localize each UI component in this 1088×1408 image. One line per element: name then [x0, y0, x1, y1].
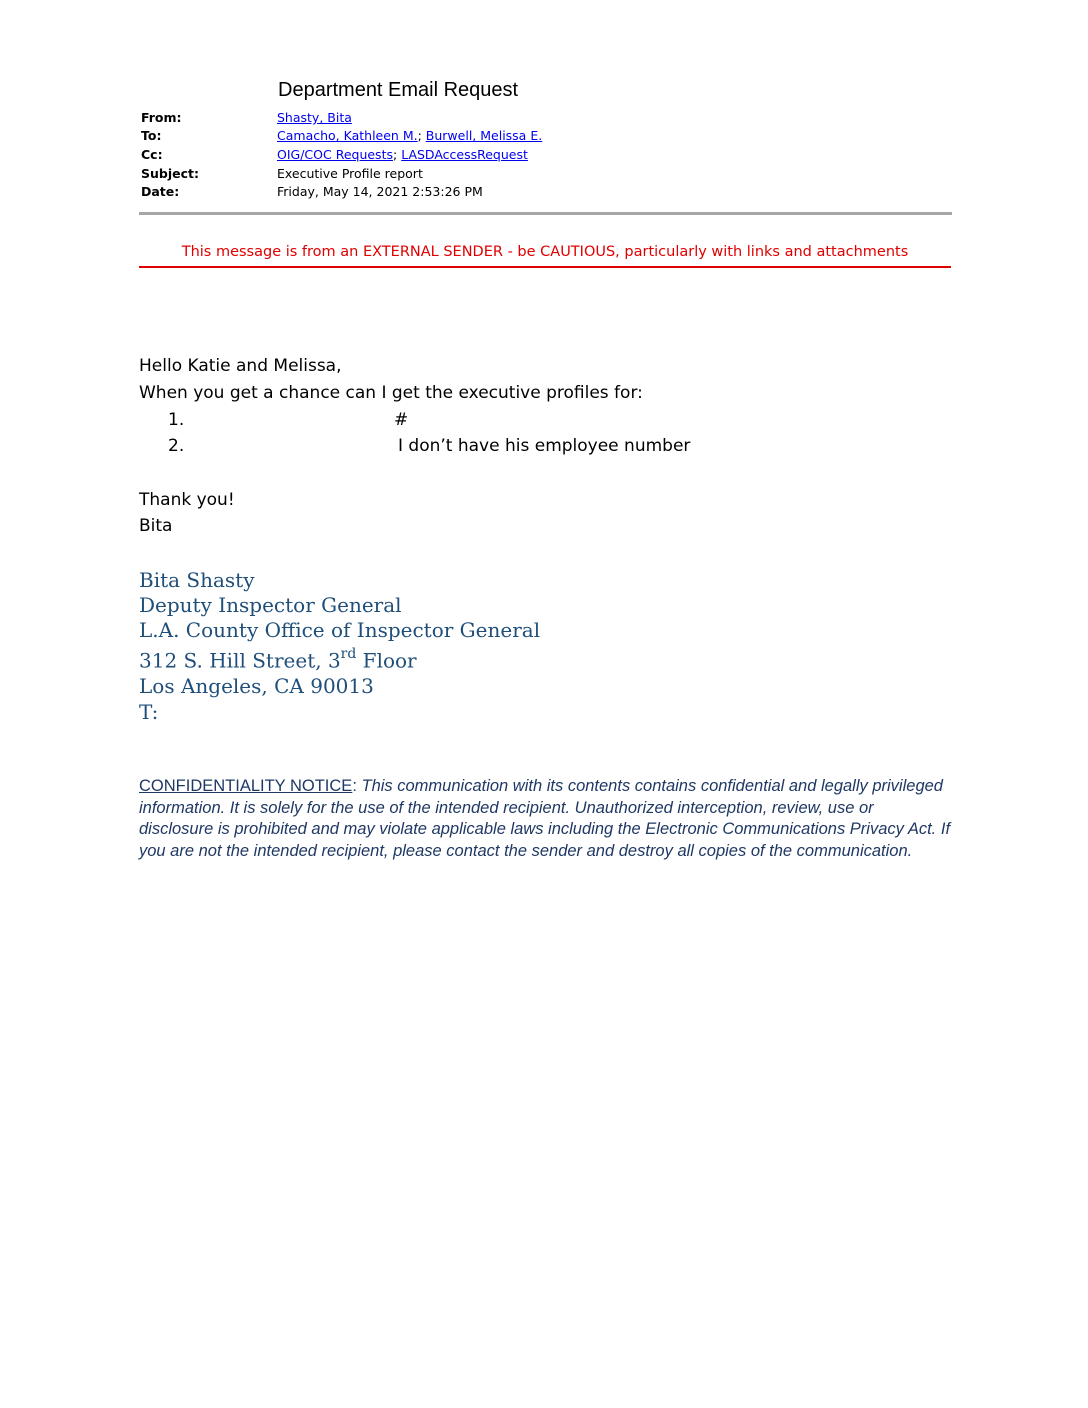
cc-value [277, 147, 528, 162]
list-item-1-text: # [394, 410, 409, 430]
signature-phone-label: T: [139, 700, 159, 724]
list-item-2-text: I don’t have his employee number [398, 436, 691, 456]
cc-label: Cc: [141, 147, 163, 162]
cc-separator: ; [392, 147, 398, 162]
notice-colon: : [352, 777, 357, 795]
warning-underline [139, 266, 951, 268]
cc-recipient-link-1[interactable]: OIG/COC Requests [277, 147, 393, 162]
list-item-2-number: 2. [168, 436, 185, 456]
street-suffix: Floor [356, 648, 417, 673]
to-separator: ; [417, 128, 422, 143]
signature-city: Los Angeles, CA 90013 [139, 674, 374, 698]
header-from-row [141, 110, 941, 128]
thanks-line: Thank you! [139, 490, 235, 510]
list-item-1-number: 1. [168, 410, 185, 430]
signature-street [139, 648, 417, 673]
signature-office: L.A. County Office of Inspector General [139, 618, 541, 642]
header-subject-row [141, 166, 941, 184]
from-sender-link[interactable]: Shasty, Bita [277, 110, 352, 125]
greeting: Hello Katie and Melissa, [139, 356, 342, 376]
street-ordinal: rd [340, 646, 357, 662]
date-label: Date: [141, 184, 180, 199]
sender-first-name: Bita [139, 516, 173, 536]
street-prefix: 312 S. Hill Street, 3 [139, 648, 341, 673]
cc-recipient-link-2[interactable]: LASDAccessRequest [401, 147, 528, 162]
date-value: Friday, May 14, 2021 2:53:26 PM [277, 184, 483, 199]
signature-title: Deputy Inspector General [139, 593, 402, 617]
notice-body: This communication with its contents contains confidential and legally privileged information. It is solely for the use of the intended recipient. Unauthorized interception, review, use or disclosure is prohibited and may violate applicable laws including the Electronic Communications Privacy Act. If you are not the intended recipient, please contact the sender and destroy all copies of the communication. [139, 777, 951, 860]
to-label: To: [141, 128, 162, 143]
external-sender-warning: This message is from an EXTERNAL SENDER - be CAUTIOUS, particularly with links and attachments [181, 244, 909, 260]
to-recipient-link-2[interactable]: Burwell, Melissa E. [425, 128, 543, 143]
notice-label: CONFIDENTIALITY NOTICE [139, 777, 353, 795]
signature-name: Bita Shasty [139, 568, 255, 592]
to-value [277, 128, 542, 143]
from-label: From: [141, 110, 182, 125]
confidentiality-notice [139, 776, 951, 862]
document-title: Department Email Request [278, 79, 519, 101]
header-divider [139, 212, 952, 215]
from-value [277, 110, 352, 125]
request-line: When you get a chance can I get the executive profiles for: [139, 383, 643, 403]
to-recipient-link-1[interactable]: Camacho, Kathleen M. [277, 128, 418, 143]
header-to-row [141, 128, 941, 146]
subject-value: Executive Profile report [277, 166, 423, 181]
subject-label: Subject: [141, 166, 199, 181]
header-date-row [141, 184, 941, 202]
header-cc-row [141, 147, 941, 165]
